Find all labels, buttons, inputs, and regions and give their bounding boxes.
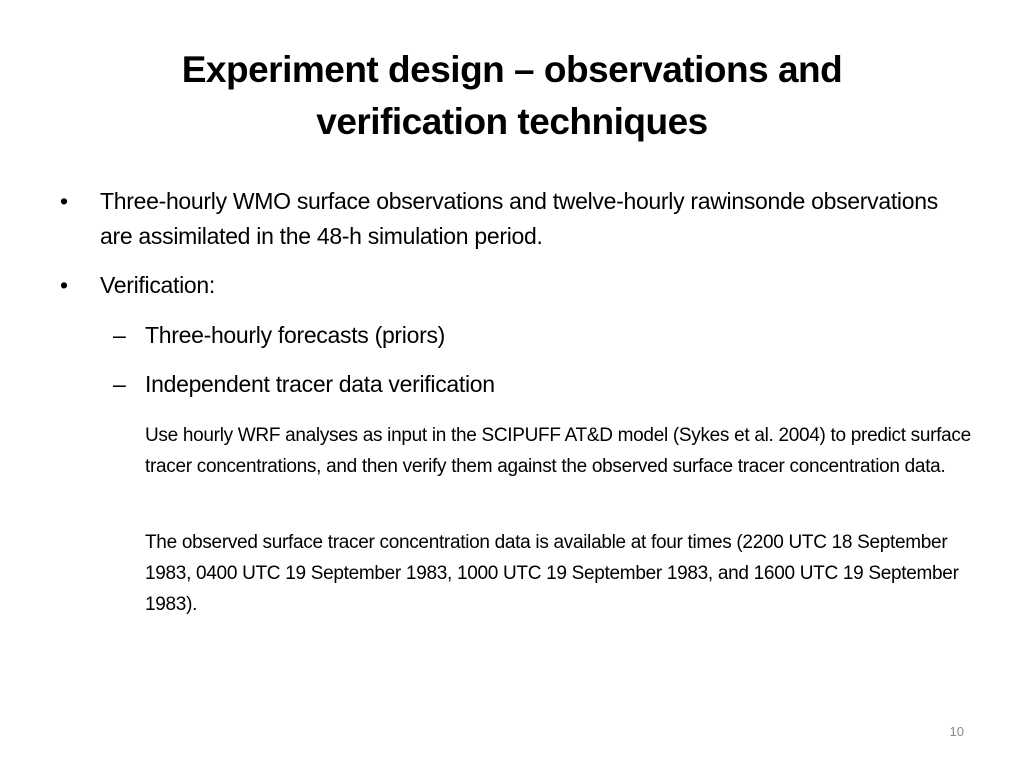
- bullet-marker: •: [60, 188, 68, 214]
- slide-title-line-2: verification techniques: [316, 101, 708, 142]
- sub-bullet-item: [0, 367, 1024, 403]
- slide-title-line-1: Experiment design – observations and: [181, 49, 843, 90]
- bullet-item: [0, 184, 1024, 256]
- bullet-marker: •: [60, 272, 68, 298]
- sub-bullet-text: Independent tracer data verification: [145, 371, 495, 397]
- sub-bullet-marker: –: [113, 371, 126, 397]
- bullet-text: Verification:: [100, 272, 215, 298]
- bullet-item: [0, 268, 1024, 304]
- bullet-text: Three-hourly WMO surface observations and twelve-hourly rawinsonde observations are assimilated in the 48-h simulation period.: [100, 188, 938, 249]
- detail-paragraph: The observed surface tracer concentration data is available at four times (2200 UTC 18 September 1983, 0400 UTC 19 September 1983, 1000 UTC 19 September 1983, and 1600 UTC 19 September 1983).: [145, 532, 959, 615]
- sub-bullet-marker: –: [113, 322, 126, 348]
- sub-bullet-text: Three-hourly forecasts (priors): [145, 322, 446, 348]
- sub-bullet-item: [0, 318, 1024, 354]
- page-number: 10: [949, 724, 964, 739]
- detail-paragraph: Use hourly WRF analyses as input in the SCIPUFF AT&D model (Sykes et al. 2004) to predict surface tracer concentrations, and then verify them against the observed surface tracer concentration data.: [145, 425, 971, 477]
